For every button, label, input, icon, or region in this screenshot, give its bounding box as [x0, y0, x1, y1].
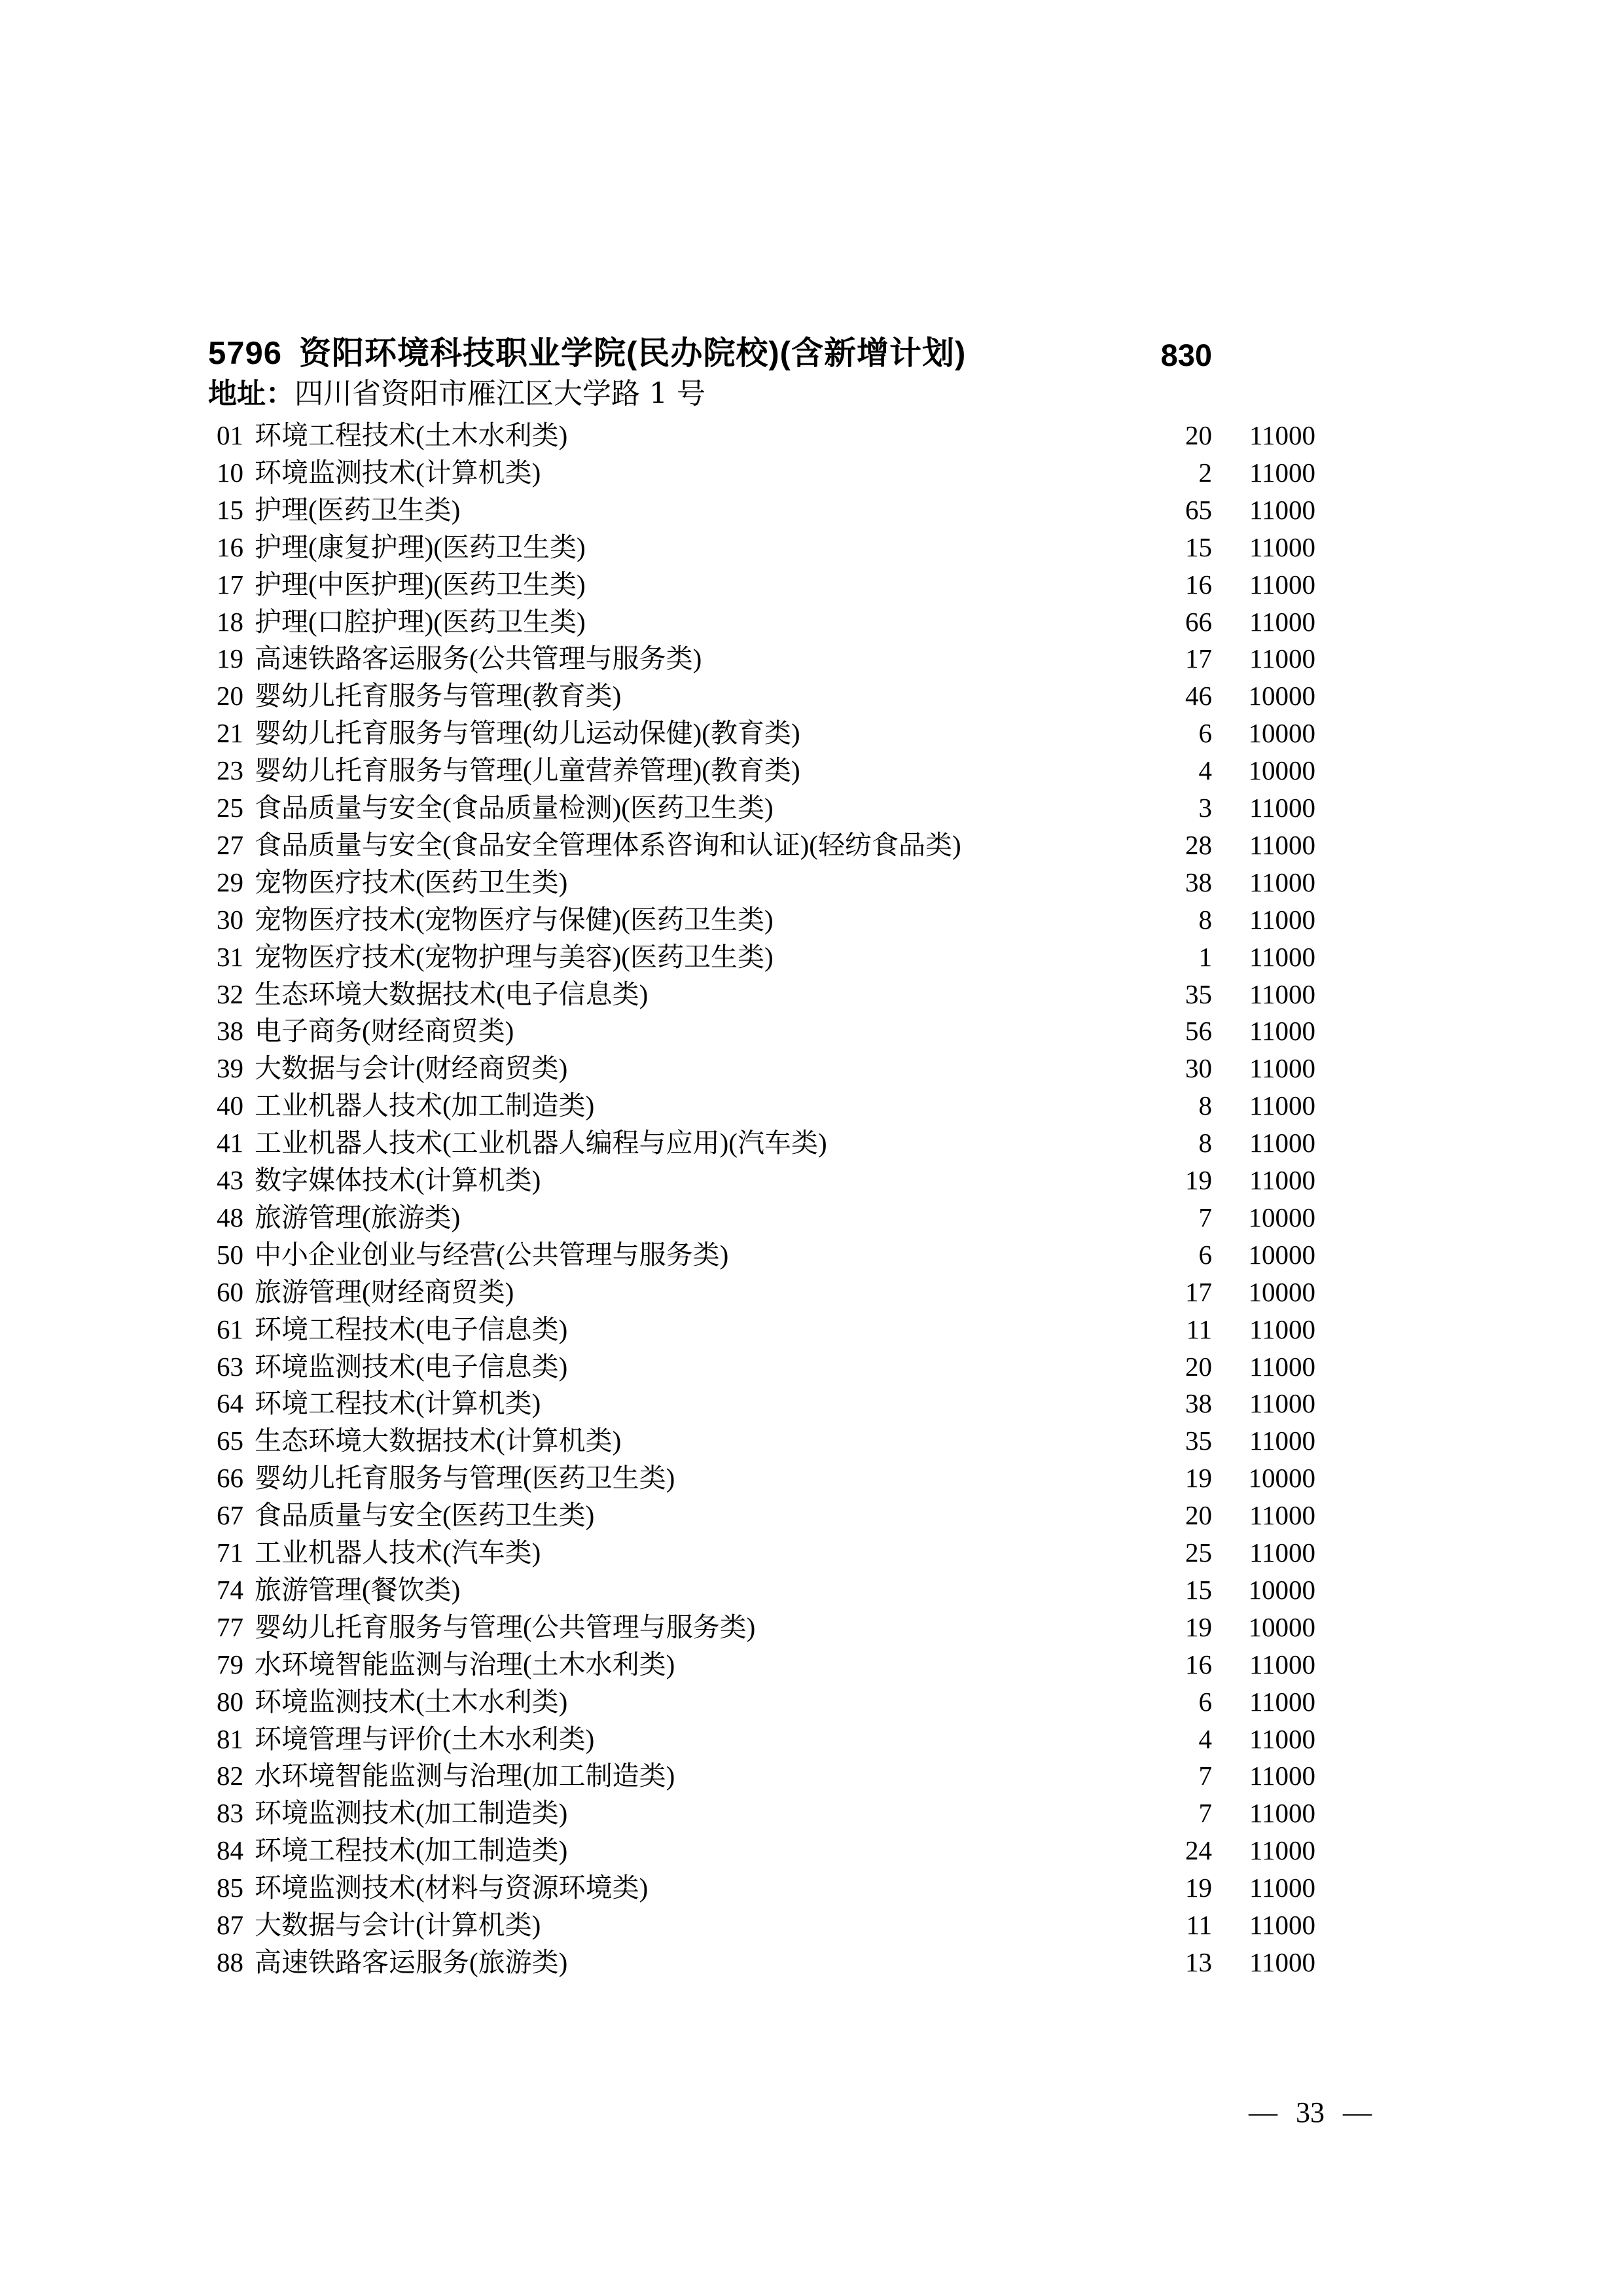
- major-code: 87: [217, 1910, 243, 1940]
- major-name: 宠物医疗技术(医药卫生类): [255, 867, 568, 897]
- major-tuition-fee: 11000: [1249, 1351, 1315, 1382]
- major-tuition-fee: 11000: [1249, 569, 1315, 600]
- major-code: 67: [217, 1500, 243, 1531]
- major-name: 旅游管理(财经商贸类): [255, 1276, 514, 1307]
- major-plan-count: 4: [1198, 1723, 1212, 1754]
- school-plan-total: 830: [1160, 338, 1212, 372]
- major-tuition-fee: 11000: [1249, 1798, 1315, 1829]
- major-tuition-fee: 11000: [1249, 1500, 1315, 1531]
- page-number: 33: [1296, 2096, 1325, 2128]
- major-code: 27: [217, 829, 243, 860]
- school-header: [208, 335, 966, 372]
- major-plan-count: 17: [1185, 1276, 1212, 1307]
- major-plan-count: 11: [1186, 1314, 1212, 1344]
- major-tuition-fee: 11000: [1249, 793, 1315, 823]
- major-row: [0, 1013, 1623, 1049]
- major-code: 65: [217, 1426, 243, 1456]
- major-plan-count: 13: [1185, 1946, 1212, 1977]
- major-name: 食品质量与安全(医药卫生类): [255, 1500, 595, 1531]
- major-name: 水环境智能监测与治理(加工制造类): [255, 1761, 675, 1791]
- major-tuition-fee: 11000: [1249, 1165, 1315, 1195]
- major-plan-count: 11: [1186, 1910, 1212, 1940]
- major-name: 环境工程技术(计算机类): [255, 1388, 541, 1419]
- major-tuition-fee: 11000: [1249, 1388, 1315, 1419]
- major-row: [0, 902, 1623, 937]
- major-plan-count: 3: [1198, 793, 1212, 823]
- major-name: 中小企业创业与经营(公共管理与服务类): [255, 1239, 729, 1270]
- major-name: 水环境智能监测与治理(土木水利类): [255, 1649, 675, 1679]
- major-code: 82: [217, 1761, 243, 1791]
- major-name: 环境工程技术(加工制造类): [255, 1835, 568, 1866]
- major-name: 工业机器人技术(工业机器人编程与应用)(汽车类): [255, 1128, 827, 1158]
- major-name: 婴幼儿托育服务与管理(教育类): [255, 681, 622, 711]
- major-tuition-fee: 11000: [1249, 1016, 1315, 1047]
- major-code: 23: [217, 755, 243, 786]
- major-code: 17: [217, 569, 243, 600]
- major-plan-count: 8: [1198, 1090, 1212, 1121]
- major-plan-count: 15: [1185, 531, 1212, 562]
- major-plan-count: 4: [1198, 755, 1212, 786]
- major-code: 21: [217, 718, 243, 749]
- major-name: 大数据与会计(财经商贸类): [255, 1053, 568, 1084]
- major-code: 71: [217, 1537, 243, 1568]
- major-tuition-fee: 11000: [1249, 606, 1315, 637]
- major-row: [0, 1088, 1623, 1123]
- major-plan-count: 35: [1185, 978, 1212, 1009]
- major-tuition-fee: 11000: [1249, 457, 1315, 488]
- major-code: 01: [217, 420, 243, 450]
- major-code: 79: [217, 1649, 243, 1679]
- major-plan-count: 7: [1198, 1202, 1212, 1232]
- major-tuition-fee: 11000: [1249, 494, 1315, 525]
- major-plan-count: 46: [1185, 681, 1212, 711]
- major-plan-count: 38: [1185, 867, 1212, 897]
- major-code: 18: [217, 606, 243, 637]
- major-name: 食品质量与安全(食品安全管理体系咨询和认证)(轻纺食品类): [255, 829, 961, 860]
- major-code: 85: [217, 1873, 243, 1903]
- major-tuition-fee: 11000: [1249, 1426, 1315, 1456]
- major-code: 80: [217, 1686, 243, 1717]
- major-tuition-fee: 11000: [1249, 1761, 1315, 1791]
- major-plan-count: 6: [1198, 718, 1212, 749]
- major-row: [0, 1535, 1623, 1570]
- major-plan-count: 8: [1198, 1128, 1212, 1158]
- major-tuition-fee: 11000: [1249, 1053, 1315, 1084]
- major-plan-count: 8: [1198, 904, 1212, 935]
- major-row: [0, 977, 1623, 1012]
- major-tuition-fee: 11000: [1249, 1090, 1315, 1121]
- major-name: 数字媒体技术(计算机类): [255, 1165, 541, 1195]
- major-code: 31: [217, 941, 243, 972]
- major-row: [0, 715, 1623, 751]
- major-name: 大数据与会计(计算机类): [255, 1910, 541, 1940]
- major-name: 高速铁路客运服务(旅游类): [255, 1946, 568, 1977]
- major-tuition-fee: 11000: [1249, 531, 1315, 562]
- major-row: [0, 753, 1623, 788]
- major-tuition-fee: 10000: [1248, 1574, 1315, 1605]
- major-name: 环境监测技术(计算机类): [255, 457, 541, 488]
- major-plan-count: 15: [1185, 1574, 1212, 1605]
- major-plan-count: 20: [1185, 1500, 1212, 1531]
- major-name: 电子商务(财经商贸类): [255, 1016, 514, 1047]
- major-tuition-fee: 11000: [1249, 420, 1315, 450]
- major-name: 工业机器人技术(加工制造类): [255, 1090, 595, 1121]
- major-plan-count: 30: [1185, 1053, 1212, 1084]
- major-row: [0, 1349, 1623, 1384]
- major-tuition-fee: 10000: [1248, 755, 1315, 786]
- major-name: 环境监测技术(电子信息类): [255, 1351, 568, 1382]
- major-code: 64: [217, 1388, 243, 1419]
- major-name: 食品质量与安全(食品质量检测)(医药卫生类): [255, 793, 774, 823]
- major-tuition-fee: 10000: [1248, 1239, 1315, 1270]
- major-code: 48: [217, 1202, 243, 1232]
- major-plan-count: 6: [1198, 1239, 1212, 1270]
- major-code: 81: [217, 1723, 243, 1754]
- major-tuition-fee: 11000: [1249, 1537, 1315, 1568]
- major-tuition-fee: 10000: [1248, 681, 1315, 711]
- major-row: [0, 1721, 1623, 1757]
- page-footer: [1249, 2097, 1372, 2128]
- major-plan-count: 6: [1198, 1686, 1212, 1717]
- major-code: 39: [217, 1053, 243, 1084]
- major-code: 25: [217, 793, 243, 823]
- major-row: [0, 1684, 1623, 1719]
- major-tuition-fee: 11000: [1249, 978, 1315, 1009]
- major-tuition-fee: 11000: [1249, 1128, 1315, 1158]
- major-code: 66: [217, 1463, 243, 1494]
- major-row: [0, 1312, 1623, 1347]
- major-code: 63: [217, 1351, 243, 1382]
- major-plan-count: 7: [1198, 1798, 1212, 1829]
- major-code: 38: [217, 1016, 243, 1047]
- major-tuition-fee: 11000: [1249, 1910, 1315, 1940]
- major-row: [0, 1200, 1623, 1235]
- major-row: [0, 1423, 1623, 1458]
- major-tuition-fee: 10000: [1248, 1611, 1315, 1642]
- major-name: 环境管理与评价(土木水利类): [255, 1723, 595, 1754]
- page-number-dash-right: —: [1343, 2096, 1372, 2128]
- major-code: 32: [217, 978, 243, 1009]
- major-name: 生态环境大数据技术(电子信息类): [255, 978, 649, 1009]
- major-tuition-fee: 11000: [1249, 1649, 1315, 1679]
- major-plan-count: 19: [1185, 1463, 1212, 1494]
- major-row: [0, 1274, 1623, 1310]
- major-row: [0, 1572, 1623, 1607]
- major-row: [0, 1460, 1623, 1496]
- major-plan-count: 65: [1185, 494, 1212, 525]
- major-plan-count: 24: [1185, 1835, 1212, 1866]
- major-name: 旅游管理(旅游类): [255, 1202, 461, 1232]
- major-code: 50: [217, 1239, 243, 1270]
- major-row: [0, 1609, 1623, 1645]
- major-plan-count: 19: [1185, 1165, 1212, 1195]
- major-tuition-fee: 10000: [1248, 718, 1315, 749]
- major-plan-count: 16: [1185, 1649, 1212, 1679]
- major-plan-count: 2: [1198, 457, 1212, 488]
- major-plan-count: 25: [1185, 1537, 1212, 1568]
- major-name: 宠物医疗技术(宠物护理与美容)(医药卫生类): [255, 941, 774, 972]
- major-code: 77: [217, 1611, 243, 1642]
- major-name: 婴幼儿托育服务与管理(公共管理与服务类): [255, 1611, 756, 1642]
- major-plan-count: 1: [1198, 941, 1212, 972]
- major-tuition-fee: 10000: [1248, 1463, 1315, 1494]
- major-plan-count: 7: [1198, 1761, 1212, 1791]
- major-name: 婴幼儿托育服务与管理(幼儿运动保健)(教育类): [255, 718, 800, 749]
- major-tuition-fee: 11000: [1249, 829, 1315, 860]
- major-plan-count: 28: [1185, 829, 1212, 860]
- major-plan-count: 35: [1185, 1426, 1212, 1456]
- page-number-dash-left: —: [1249, 2096, 1277, 2128]
- major-code: 41: [217, 1128, 243, 1158]
- major-plan-count: 19: [1185, 1873, 1212, 1903]
- major-tuition-fee: 11000: [1249, 1686, 1315, 1717]
- major-code: 20: [217, 681, 243, 711]
- major-tuition-fee: 11000: [1249, 941, 1315, 972]
- major-row: [0, 1945, 1623, 1980]
- major-code: 83: [217, 1798, 243, 1829]
- major-row: [0, 492, 1623, 528]
- major-code: 16: [217, 531, 243, 562]
- major-name: 环境工程技术(电子信息类): [255, 1314, 568, 1344]
- major-tuition-fee: 11000: [1249, 1314, 1315, 1344]
- major-name: 护理(康复护理)(医药卫生类): [255, 531, 586, 562]
- address-value: 四川省资阳市雁江区大学路 1 号: [294, 377, 705, 410]
- major-tuition-fee: 11000: [1249, 643, 1315, 674]
- major-row: [0, 790, 1623, 825]
- major-row: [0, 529, 1623, 565]
- major-row: [0, 1162, 1623, 1198]
- major-code: 10: [217, 457, 243, 488]
- school-name: 资阳环境科技职业学院(民办院校)(含新增计划): [299, 336, 967, 371]
- major-tuition-fee: 11000: [1249, 1835, 1315, 1866]
- major-row: [0, 418, 1623, 453]
- major-tuition-fee: 11000: [1249, 1723, 1315, 1754]
- major-code: 40: [217, 1090, 243, 1121]
- major-name: 旅游管理(餐饮类): [255, 1574, 461, 1605]
- major-name: 环境监测技术(土木水利类): [255, 1686, 568, 1717]
- major-name: 环境监测技术(材料与资源环境类): [255, 1873, 649, 1903]
- major-name: 护理(医药卫生类): [255, 494, 461, 525]
- major-tuition-fee: 11000: [1249, 1946, 1315, 1977]
- major-row: [0, 1907, 1623, 1943]
- major-row: [0, 939, 1623, 975]
- major-row: [0, 1833, 1623, 1868]
- major-name: 高速铁路客运服务(公共管理与服务类): [255, 643, 702, 674]
- major-plan-count: 20: [1185, 420, 1212, 450]
- major-row: [0, 1870, 1623, 1905]
- major-row: [0, 1795, 1623, 1831]
- major-name: 宠物医疗技术(宠物医疗与保健)(医药卫生类): [255, 904, 774, 935]
- major-name: 环境监测技术(加工制造类): [255, 1798, 568, 1829]
- school-code: 5796: [208, 336, 283, 371]
- major-name: 婴幼儿托育服务与管理(医药卫生类): [255, 1463, 675, 1494]
- major-name: 工业机器人技术(汽车类): [255, 1537, 541, 1568]
- major-tuition-fee: 10000: [1248, 1202, 1315, 1232]
- major-row: [0, 641, 1623, 676]
- major-tuition-fee: 11000: [1249, 904, 1315, 935]
- major-tuition-fee: 11000: [1249, 867, 1315, 897]
- major-plan-count: 56: [1185, 1016, 1212, 1047]
- major-code: 74: [217, 1574, 243, 1605]
- major-code: 43: [217, 1165, 243, 1195]
- major-row: [0, 604, 1623, 639]
- major-plan-count: 19: [1185, 1611, 1212, 1642]
- major-name: 环境工程技术(土木水利类): [255, 420, 568, 450]
- address-line: [208, 378, 705, 411]
- major-row: [0, 1386, 1623, 1421]
- major-name: 生态环境大数据技术(计算机类): [255, 1426, 622, 1456]
- major-row: [0, 1237, 1623, 1272]
- major-name: 护理(口腔护理)(医药卫生类): [255, 606, 586, 637]
- major-tuition-fee: 10000: [1248, 1276, 1315, 1307]
- major-row: [0, 1050, 1623, 1086]
- major-code: 30: [217, 904, 243, 935]
- major-row: [0, 827, 1623, 863]
- major-code: 19: [217, 643, 243, 674]
- major-code: 84: [217, 1835, 243, 1866]
- major-plan-count: 16: [1185, 569, 1212, 600]
- major-row: [0, 1125, 1623, 1160]
- major-plan-count: 38: [1185, 1388, 1212, 1419]
- major-plan-count: 20: [1185, 1351, 1212, 1382]
- major-code: 29: [217, 867, 243, 897]
- major-row: [0, 1498, 1623, 1533]
- address-label: 地址：: [208, 378, 294, 410]
- major-row: [0, 1647, 1623, 1682]
- major-row: [0, 865, 1623, 900]
- major-name: 婴幼儿托育服务与管理(儿童营养管理)(教育类): [255, 755, 800, 786]
- major-row: [0, 1758, 1623, 1793]
- major-code: 88: [217, 1946, 243, 1977]
- major-plan-count: 66: [1185, 606, 1212, 637]
- major-name: 护理(中医护理)(医药卫生类): [255, 569, 586, 600]
- major-row: [0, 567, 1623, 602]
- major-row: [0, 455, 1623, 490]
- major-row: [0, 678, 1623, 713]
- major-code: 60: [217, 1276, 243, 1307]
- major-plan-count: 17: [1185, 643, 1212, 674]
- major-code: 61: [217, 1314, 243, 1344]
- major-code: 15: [217, 494, 243, 525]
- major-tuition-fee: 11000: [1249, 1873, 1315, 1903]
